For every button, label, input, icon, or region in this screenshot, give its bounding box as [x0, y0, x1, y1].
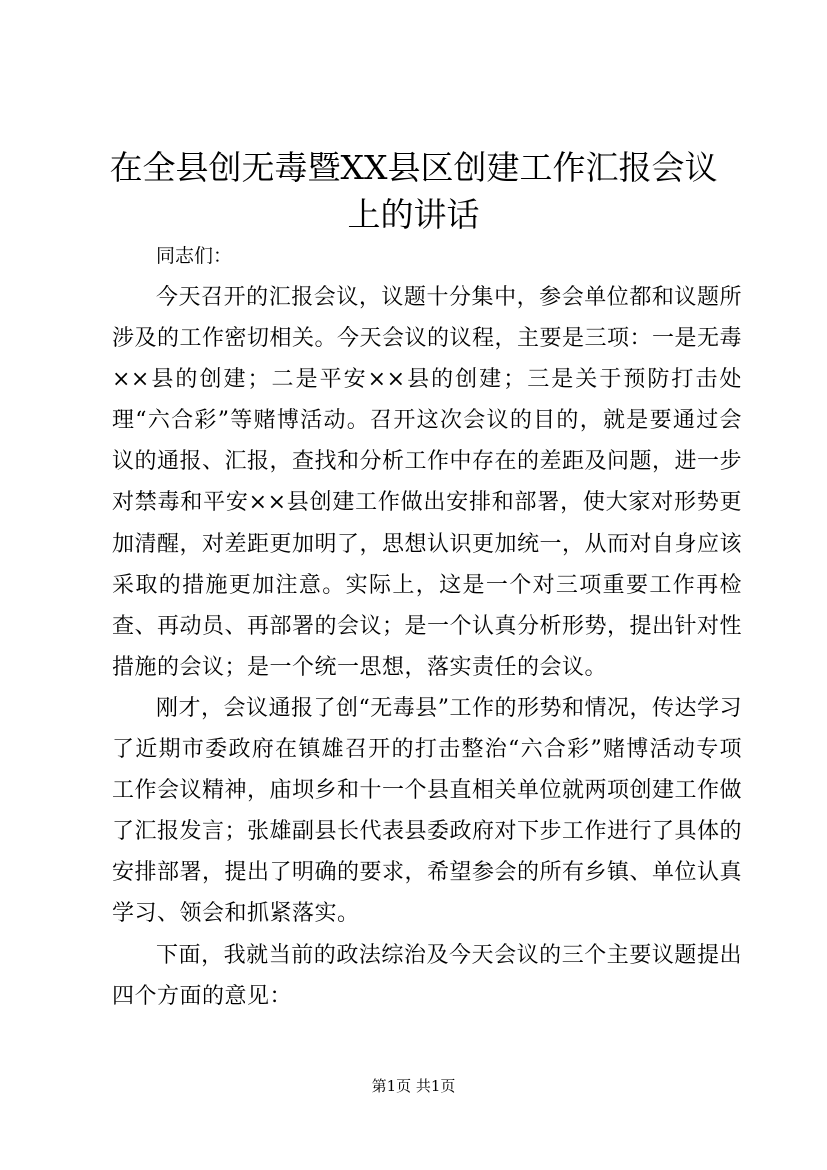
paragraph-3: 下面，我就当前的政法综治及今天会议的三个主要议题提出四个方面的意见： — [112, 942, 742, 1009]
paragraph-2: 刚才，会议通报了创“无毒县”工作的形势和情况，传达学习了近期市委政府在镇雄召开的打击整治“六合彩”赌博活动专项工作会议精神，庙坝乡和十一个县直相关单位就两项创建工作做了汇报发言；张雄副县长代表县委政府对下步工作进行了具体的安排部署，提出了明确的要求，希望参会的所有乡镇、单位认真学习、领会和抓紧落实。 — [112, 695, 743, 927]
document-body — [112, 236, 742, 1017]
document-title: 在全县创无毒暨XX县区创建工作汇报会议上的讲话 — [109, 148, 718, 234]
page-footer: 第1页 共1页 — [371, 1077, 456, 1095]
greeting: 同志们： — [156, 245, 233, 267]
paragraph-1: 今天召开的汇报会议，议题十分集中，参会单位都和议题所涉及的工作密切相关。今天会议的议程，主要是三项：一是无毒××县的创建；二是平安××县的创建；三是关于预防打击处理“六合彩”等赌博活动。召开这次会议的目的，就是要通过会议的通报、汇报，查找和分析工作中存在的差距及问题，进一步对禁毒和平安××县创建工作做出安排和部署，使大家对形势更加清醒，对差距更加明了，思想认识更加统一，从而对自身应该采取的措施更加注意。实际上，这是一个对三项重要工作再检查、再动员、再部署的会议；是一个认真分析形势，提出针对性措施的会议；是一个统一思想，落实责任的会议。 — [112, 285, 743, 680]
